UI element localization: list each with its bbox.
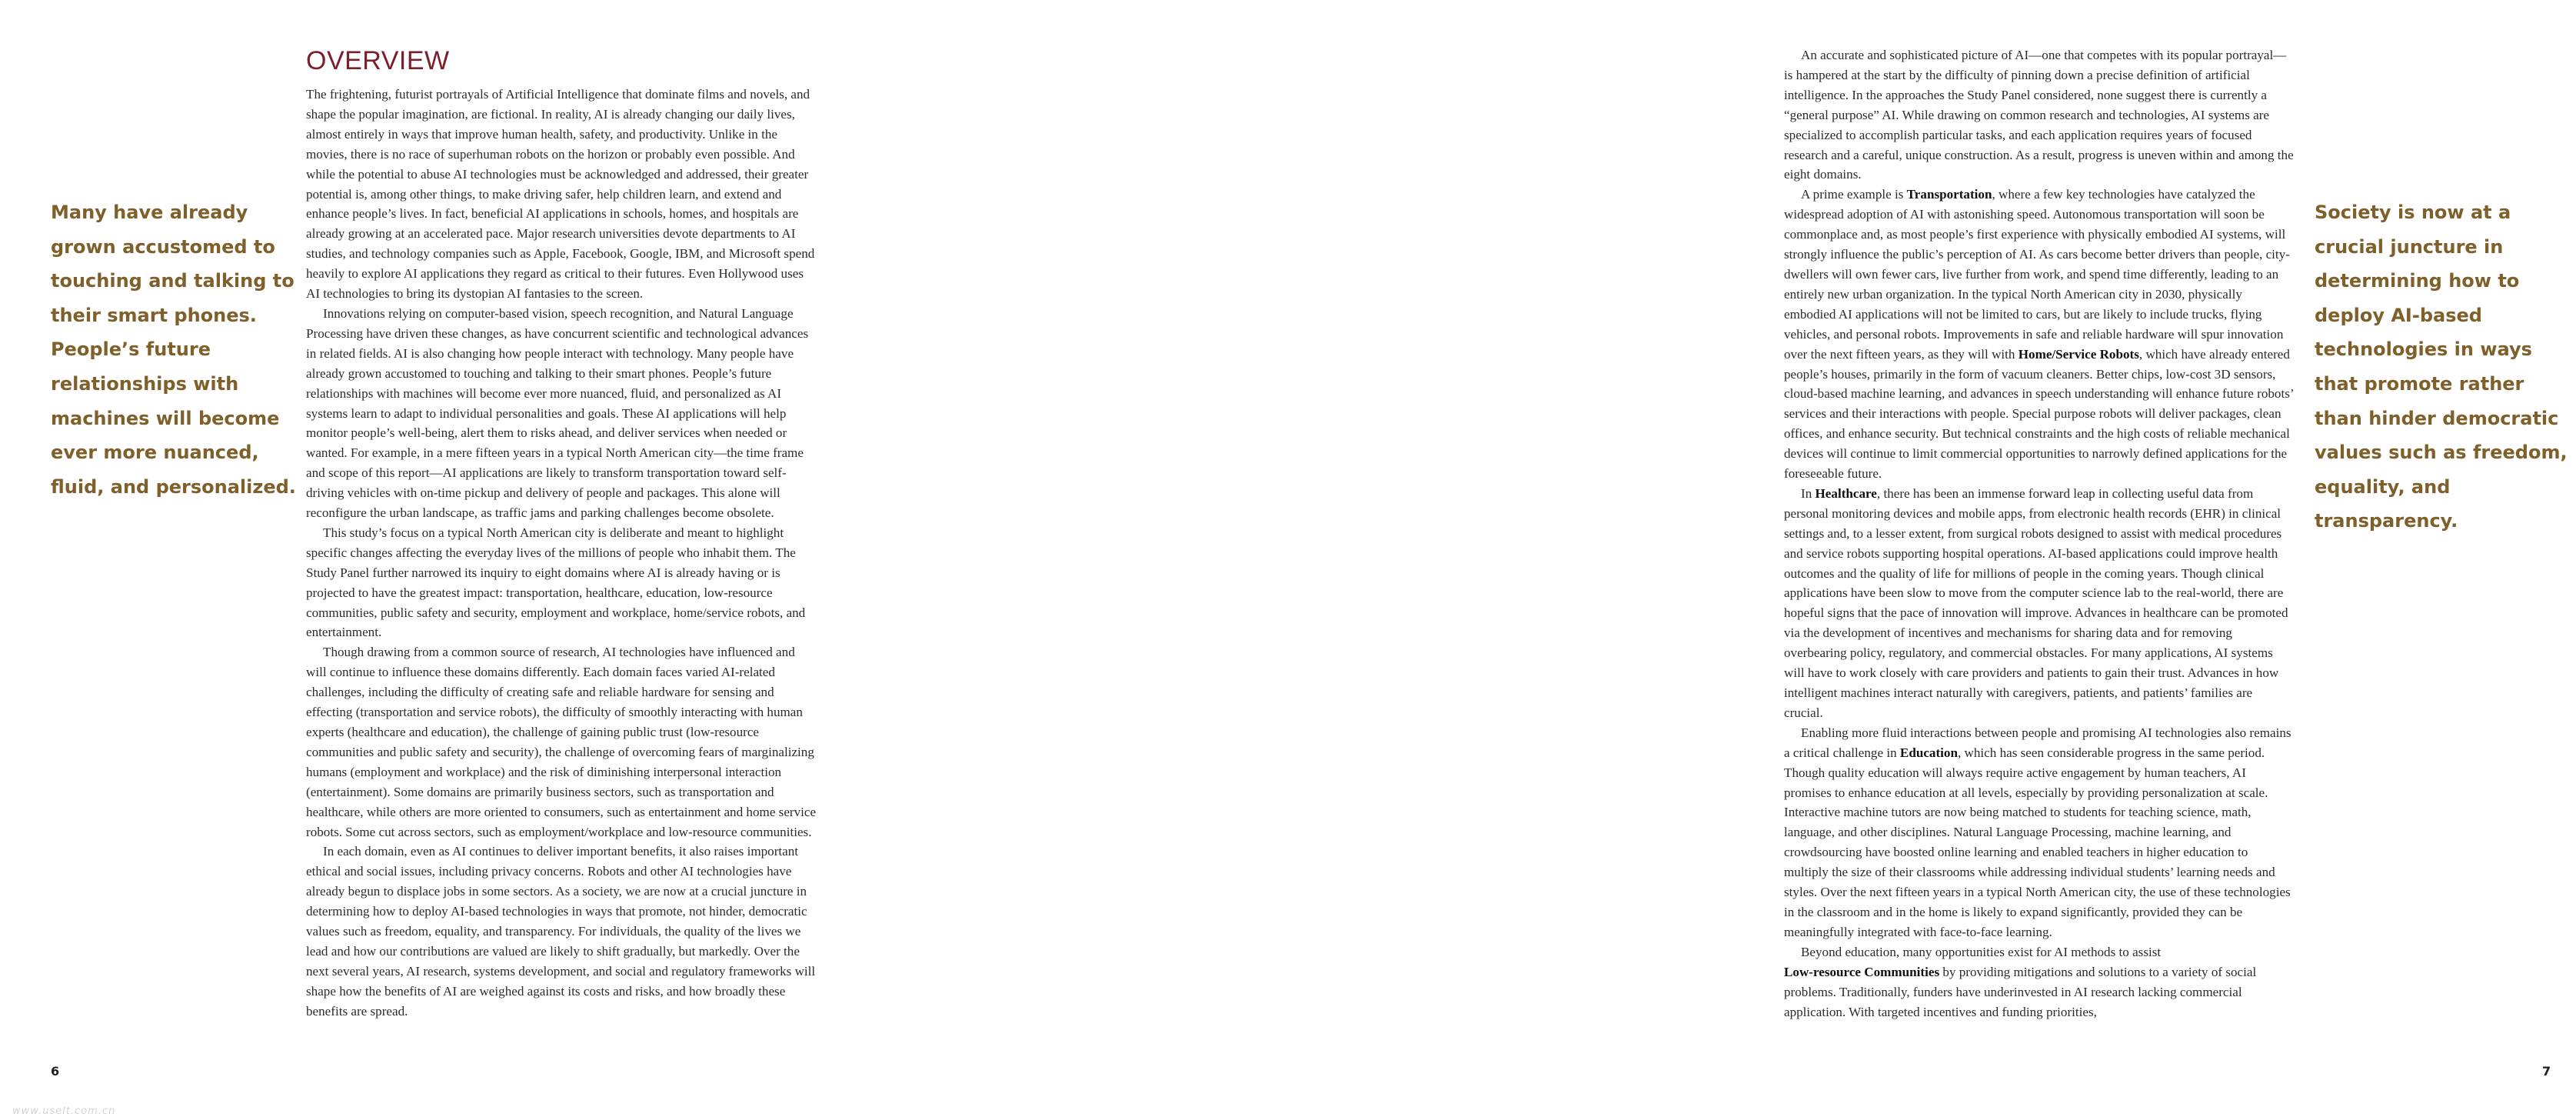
paragraph: Though drawing from a common source of research, AI technologies have influenced and will continue to influence these domains differently. Each domain faces varied AI-related challenges, including the difficulty of creating safe and reliable hardware for sensing and effecting (transportation and service robots), the difficulty of smoothly interacting with human experts (healthcare and education), the challenge of gaining public trust (low-resource communities and public safety and security), the challenge of overcoming fears of marginalizing humans (employment and workplace) and the risk of diminishing interpersonal interaction (entertainment). Some domains are primarily business sectors, such as transportation and healthcare, while others are more oriented to consumers, such as entertainment and home service robots. Some cut across sectors, such as employment/workplace and low-resource communities. xyxy=(306,645,817,839)
right-page xyxy=(863,0,2568,1117)
section-heading: OVERVIEW xyxy=(306,46,450,75)
paragraph xyxy=(1784,185,2295,484)
domain-term-home-service-robots: Home/Service Robots xyxy=(2018,346,2139,362)
paragraph: This study’s focus on a typical North American city is deliberate and meant to highlight specific changes affecting the everyday lives of the millions of people who inhabit them. The Study Panel further narrowed its inquiry to eight domains where AI is already having or is projected to have the greatest impact: transportation, healthcare, education, low-resource communities, public safety and security, employment and workplace, home/service robots, and entertainment. xyxy=(306,525,806,640)
pull-quote-right: Society is now at a crucial juncture in determining how to deploy AI-based technologies in ways that promote rather than hinder democratic values such as freedom, equality, and transparency. xyxy=(2315,202,2568,532)
body-column-left xyxy=(306,85,818,1022)
paragraph xyxy=(1784,484,2295,723)
text-run: , which has seen considerable progress in the same period. Though quality education will always require active engagement by human teachers, AI promises to enhance education at all levels, especially by providing personalization at scale. Interactive machine tutors are now being matched to students for teaching science, math, language, and other disciplines. Natural Language Processing, machine learning, and crowdsourcing have boosted online learning and enabled teachers in higher education to multiply the size of their classrooms while addressing individual students’ learning needs and styles. Over the next fifteen years in a typical North American city, the use of these technologies in the classroom and in the home is likely to expand significantly, provided they can be meaningfully integrated with face-to-face learning. xyxy=(1784,745,2291,939)
paragraph: An accurate and sophisticated picture of AI—one that competes with its popular portrayal—is hampered at the start by the difficulty of pinning down a precise definition of artificial intelligence. In the approaches the Study Panel considered, none suggest there is currently a “general purpose” AI. While drawing on common research and technologies, AI systems are specialized to accomplish particular tasks, and each application requires years of focused research and a careful, unique construction. As a result, progress is uneven within and among the eight domains. xyxy=(1784,48,2294,182)
watermark: www.uselt.com.cn xyxy=(12,1105,116,1117)
text-run: Enabling more fluid interactions between people and promising AI technologies also remains a critical challenge in xyxy=(1784,725,2291,760)
paragraph xyxy=(1784,723,2295,942)
text-run: , where a few key technologies have catalyzed the widespread adoption of AI with astonishing speed. Autonomous transportation will soon be commonplace and, as most people’s first experience with physically embodied AI systems, will strongly influence the public’s perception of AI. As cars become better drivers than people, city-dwellers will own fewer cars, live further from work, and spend time differently, leading to an entirely new urban organization. In the typical North American city in 2030, physically embodied AI applications will not be limited to cars, but are likely to include trucks, flying vehicles, and personal robots. Improvements in safe and reliable hardware will spur innovation over the next fifteen years, as they will with xyxy=(1784,187,2290,362)
paragraph: Innovations relying on computer-based vision, speech recognition, and Natural Language Processing have driven these changes, as have concurrent scientific and technological advances in related fields. AI is also changing how people interact with technology. Many people have already grown accustomed to touching and talking to their smart phones. People’s future relationships with machines will become ever more nuanced, fluid, and personalized as AI systems learn to adapt to individual personalities and goals. These AI applications will help monitor people’s well-being, alert them to risks ahead, and deliver services when needed or wanted. For example, in a mere fifteen years in a typical North American city—the time frame and scope of this report—AI applications are likely to transform transportation toward self-driving vehicles with on-time pickup and delivery of people and packages. This alone will reconfigure the urban landscape, as traffic jams and parking challenges become obsolete. xyxy=(306,305,809,521)
paragraph xyxy=(1784,942,2295,1022)
text-run: by providing mitigations and solutions to a variety of social problems. Traditionally, funders have underinvested in AI research lacking commercial application. With targeted incentives and funding priorities, xyxy=(1784,964,2257,1019)
body-column-right xyxy=(1784,45,2295,1022)
pull-quote-left: Many have already grown accustomed to touching and talking to their smart phones. People’s future relationships with machines will become ever more nuanced, fluid, and personalized. xyxy=(51,202,296,498)
domain-term-healthcare: Healthcare xyxy=(1815,485,1877,501)
domain-term-transportation: Transportation xyxy=(1906,187,1992,202)
text-run: In xyxy=(1801,485,1816,501)
text-run: , there has been an immense forward leap in collecting useful data from personal monitoring devices and mobile apps, from electronic health records (EHR) in clinical settings and, to a lesser extent, from surgical robots designed to assist with medical procedures and service robots supporting hospital operations. AI-based applications could improve health outcomes and the quality of life for millions of people in the coming years. Though clinical applications have been slow to move from the computer science lab to the real-world, there are hopeful signs that the pace of innovation will improve. Advances in healthcare can be promoted via the development of incentives and mechanisms for sharing data and for removing overbearing policy, regulatory, and commercial obstacles. For many applications, AI systems will have to work closely with care providers and patients to gain their trust. Advances in how intelligent machines interact naturally with caregivers, patients, and patients’ families are crucial. xyxy=(1784,485,2288,720)
paragraph: In each domain, even as AI continues to deliver important benefits, it also raises important ethical and social issues, including privacy concerns. Robots and other AI technologies have already begun to displace jobs in some sectors. As a society, we are now at a crucial juncture in determining how to deploy AI-based technologies in ways that promote, not hinder, democratic values such as freedom, equality, and transparency. For individuals, the quality of the lives we lead and how our contributions are valued are likely to shift gradually, but markedly. Over the next several years, AI research, systems development, and social and regulatory frameworks will shape how the benefits of AI are weighed against its costs and risks, and how broadly these benefits are spread. xyxy=(306,844,816,1019)
paragraph: The frightening, futurist portrayals of Artificial Intelligence that dominate films and novels, and shape the popular imagination, are fictional. In reality, AI is already changing our daily lives, almost entirely in ways that improve human health, safety, and productivity. Unlike in the movies, there is no race of superhuman robots on the horizon or probably even possible. And while the potential to abuse AI technologies must be acknowledged and addressed, their greater potential is, among other things, to make driving safer, help children learn, and extend and enhance people’s lives. In fact, beneficial AI applications in schools, homes, and hospitals are already growing at an accelerated pace. Major research universities devote departments to AI studies, and technology companies such as Apple, Facebook, Google, IBM, and Microsoft spend heavily to explore AI applications they regard as critical to their futures. Even Hollywood uses AI technologies to bring its dystopian AI fantasies to the screen. xyxy=(306,87,815,302)
page-number-left: 6 xyxy=(51,1064,60,1079)
text-run: A prime example is xyxy=(1801,187,1907,202)
text-run: , which have already entered people’s houses, primarily in the form of vacuum cleaners. Better chips, low-cost 3D sensors, cloud-based machine learning, and advances in speech understanding will enhance future robots’ services and their interactions with people. Special purpose robots will deliver packages, clean offices, and enhance security. But technical constraints and the high costs of reliable mechanical devices will continue to limit commercial opportunities to narrowly defined applications for the foreseeable future. xyxy=(1784,346,2294,482)
left-page xyxy=(0,0,863,1117)
domain-term-education: Education xyxy=(1899,745,1958,760)
text-run: Beyond education, many opportunities exist for AI methods to assist xyxy=(1801,944,2162,959)
domain-term-low-resource-communities: Low-resource Communities xyxy=(1784,964,1940,979)
page-number-right: 7 xyxy=(2542,1064,2551,1079)
